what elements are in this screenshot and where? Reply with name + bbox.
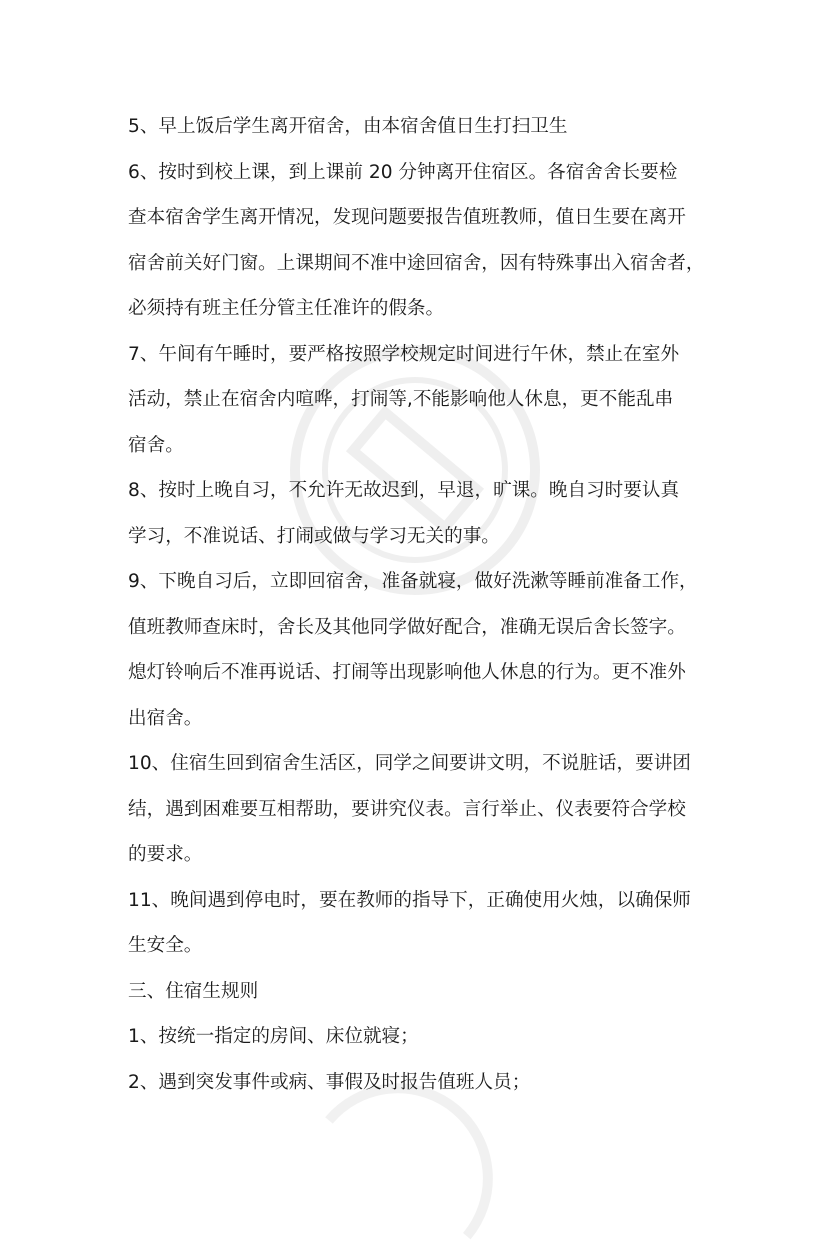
text-line: 10、住宿生回到宿舍生活区，同学之间要讲文明，不说脏话，要讲团	[128, 753, 691, 774]
paragraph-item-5	[128, 104, 718, 150]
text-line: 熄灯铃响后不准再说话、打闹等出现影响他人休息的行为。更不准外	[128, 662, 686, 683]
text-line: 的要求。	[128, 844, 203, 865]
document-body	[128, 104, 718, 1105]
text-line: 生安全。	[128, 935, 203, 956]
paragraph-item-9	[128, 559, 718, 741]
text-line: 11、晚间遇到停电时，要在教师的指导下，正确使用火烛，以确保师	[128, 889, 691, 911]
paragraph-item-6	[128, 150, 718, 332]
text-line: 8、按时上晚自习，不允许无故迟到，早退，旷课。晚自习时要认真	[128, 480, 680, 501]
text-line: 2、遇到突发事件或病、事假及时报告值班人员；	[128, 1071, 531, 1093]
paragraph-item-7	[128, 332, 718, 469]
rule-item-2	[128, 1060, 718, 1106]
text-line: 三、住宿生规则	[128, 980, 259, 1002]
rule-item-1	[128, 1014, 718, 1060]
paragraph-item-11	[128, 878, 718, 969]
section-heading	[128, 969, 718, 1015]
text-line: 7、午间有午睡时，要严格按照学校规定时间进行午休，禁止在室外	[128, 343, 680, 365]
text-line: 必须持有班主任分管主任准许的假条。	[128, 298, 445, 319]
text-line: 活动，禁止在宿舍内喧哗，打闹等,不能影响他人休息，更不能乱串	[128, 389, 674, 410]
text-line: 结，遇到困难要互相帮助，要讲究仪表。言行举止、仪表要符合学校	[128, 798, 686, 820]
text-line: 9、下晚自习后，立即回宿舍，准备就寝，做好洗漱等睡前准备工作，	[128, 571, 698, 592]
text-line: 查本宿舍学生离开情况，发现问题要报告值班教师，值日生要在离开	[128, 207, 686, 228]
text-line: 出宿舍。	[128, 707, 203, 729]
text-line: 5、早上饭后学生离开宿舍，由本宿舍值日生打扫卫生	[128, 116, 568, 137]
text-line: 6、按时到校上课，到上课前 20 分钟离开住宿区。各宿舍舍长要检	[128, 161, 678, 183]
paragraph-item-8	[128, 468, 718, 559]
paragraph-item-10	[128, 741, 718, 878]
text-line: 宿舍。	[128, 434, 184, 456]
text-line: 值班教师查床时，舍长及其他同学做好配合，准确无误后舍长签字。	[128, 616, 686, 638]
text-line: 宿舍前关好门窗。上课期间不准中途回宿舍，因有特殊事出入宿舍者，	[128, 252, 705, 274]
text-line: 学习，不准说话、打闹或做与学习无关的事。	[128, 525, 500, 547]
text-line: 1、按统一指定的房间、床位就寝；	[128, 1026, 419, 1047]
